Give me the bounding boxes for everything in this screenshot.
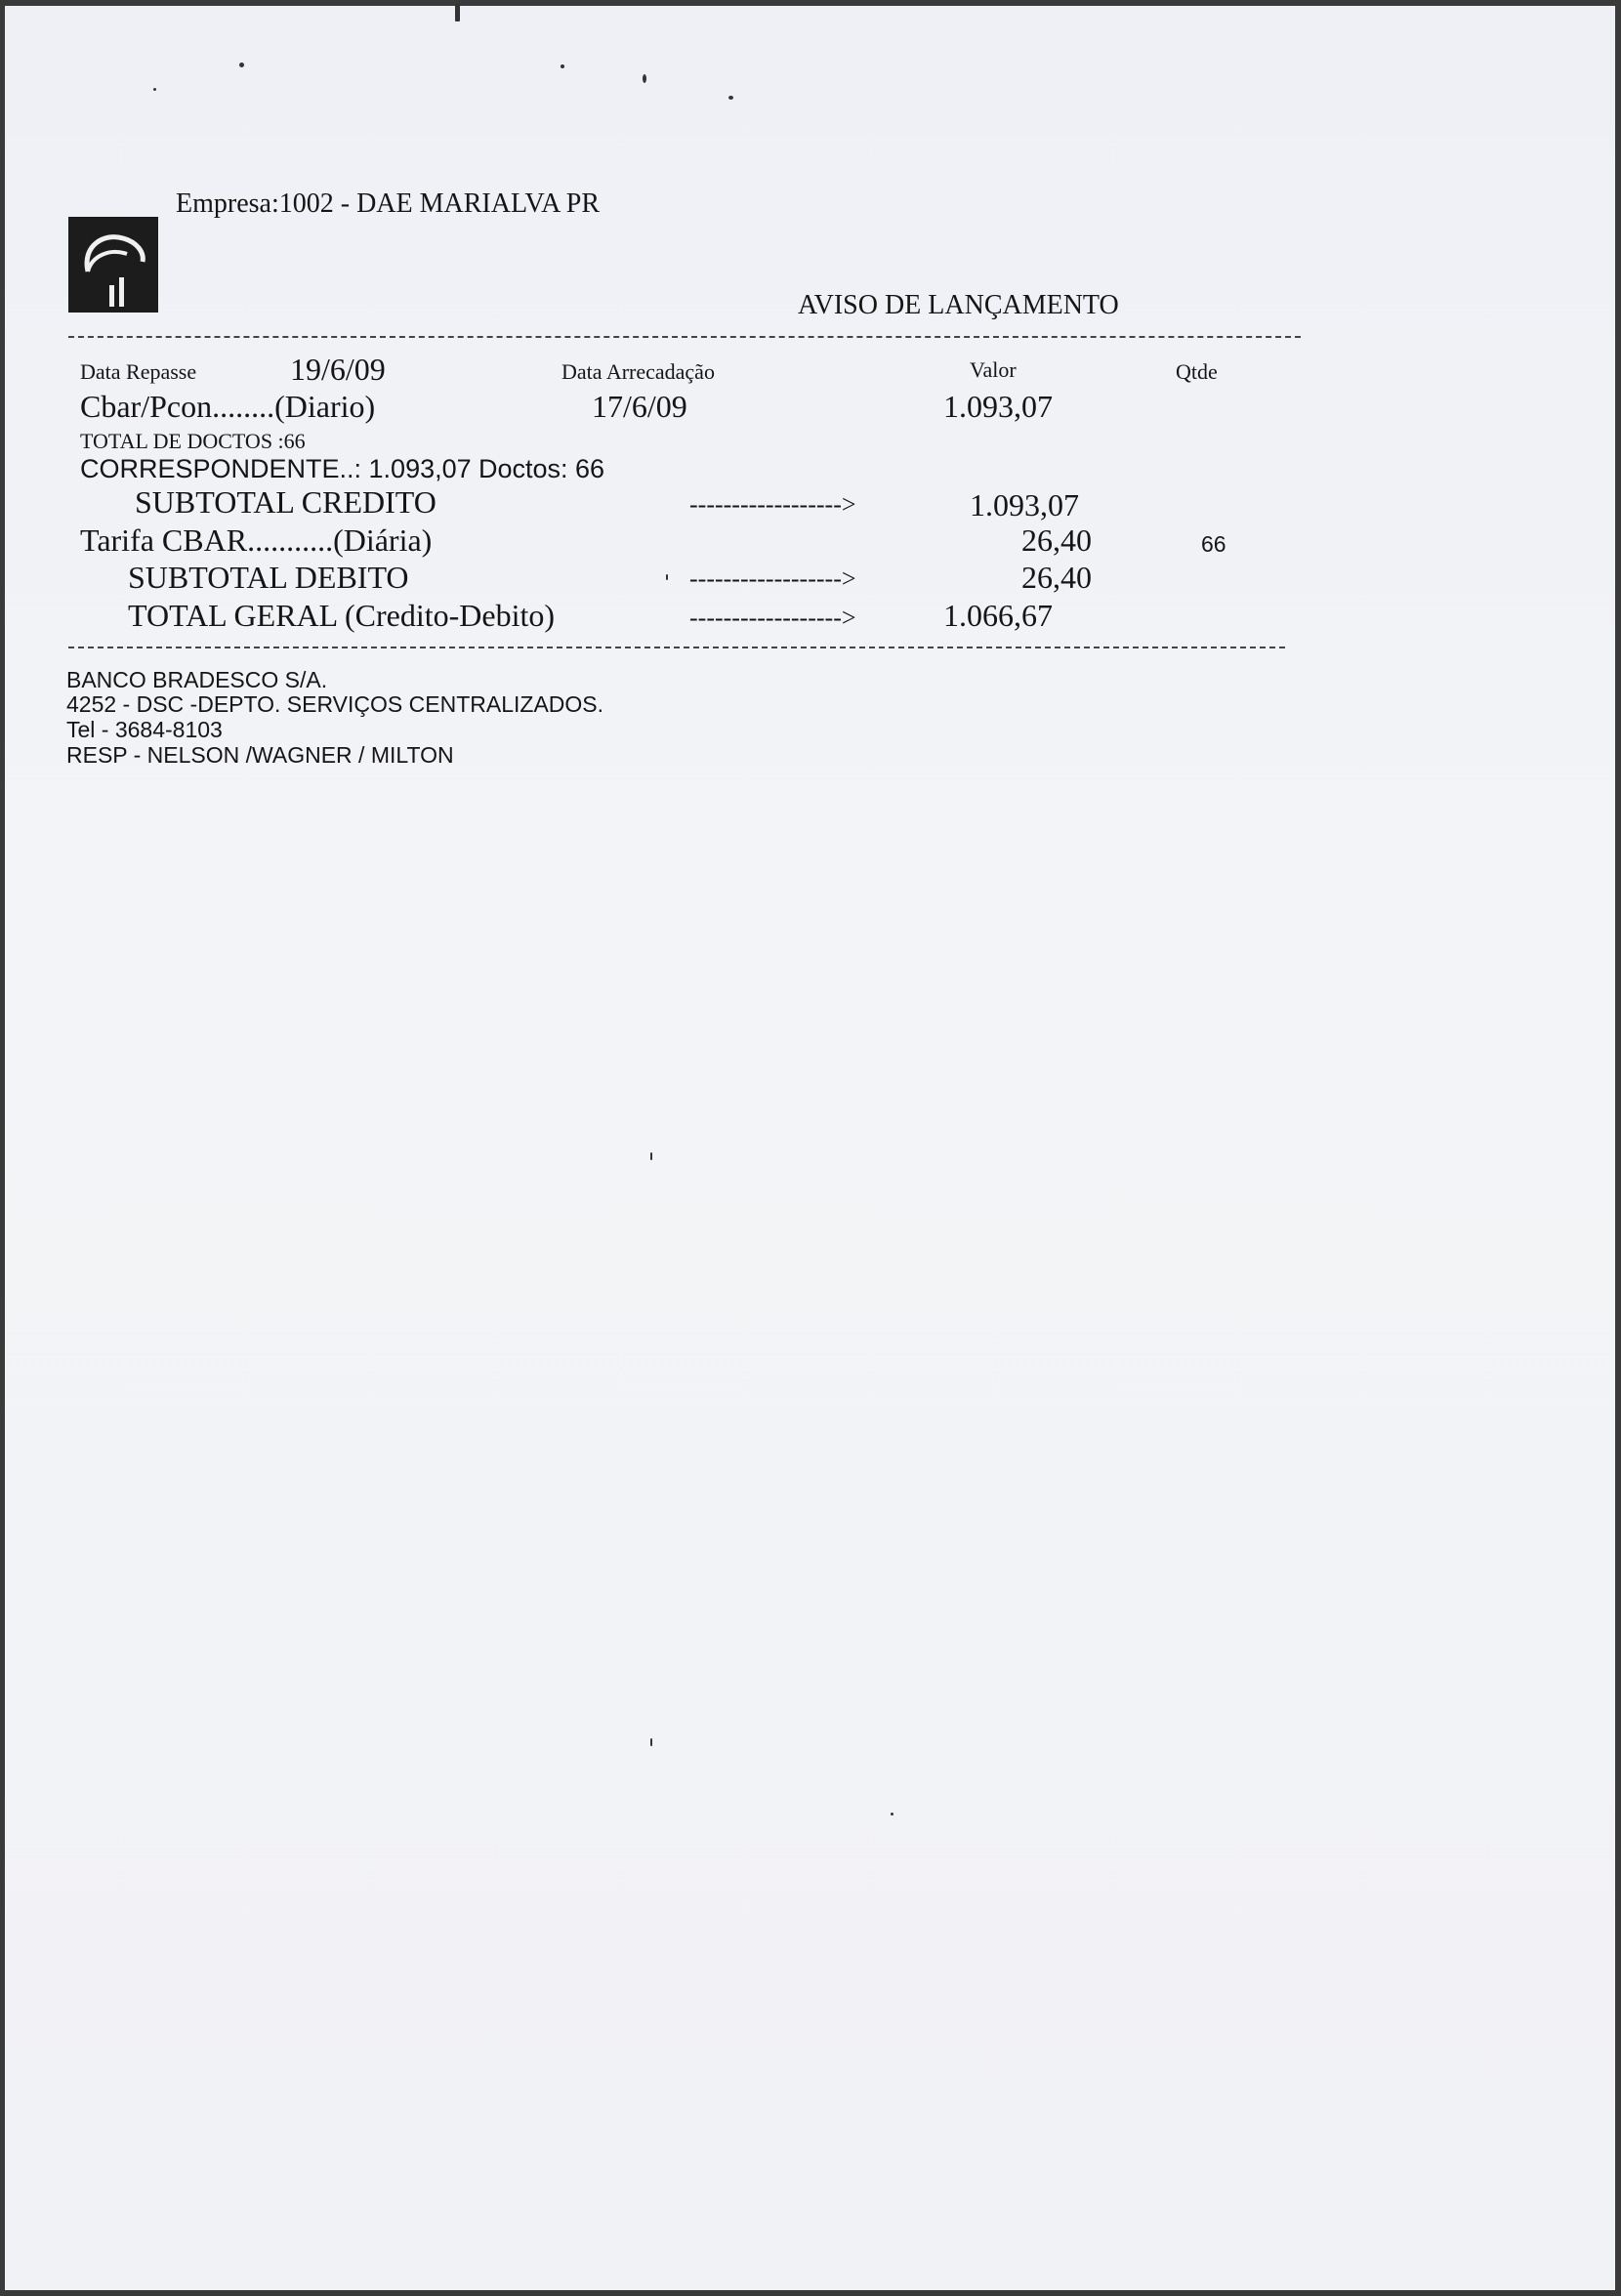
qtde-label: Qtde	[1176, 359, 1218, 384]
subtotal-debito-label: SUBTOTAL DEBITO	[128, 560, 409, 595]
scan-edge-bottom	[0, 2290, 1621, 2296]
total-geral-arrow: ------------------>	[689, 604, 856, 632]
subtotal-debito-arrow: ------------------>	[689, 564, 856, 593]
cbar-date: 17/6/09	[592, 389, 687, 424]
valor-label: Valor	[970, 357, 1017, 382]
scan-speck	[650, 1738, 652, 1746]
scan-speck	[891, 1813, 894, 1816]
footer-phone: Tel - 3684-8103	[66, 717, 223, 742]
scan-edge-right	[1615, 0, 1621, 2296]
subtotal-debito-value: 26,40	[1021, 560, 1092, 595]
data-arrecadacao-label: Data Arrecadação	[561, 359, 715, 384]
subtotal-credito-value: 1.093,07	[970, 487, 1079, 522]
scan-speck	[561, 64, 564, 68]
bradesco-logo-icon	[68, 217, 158, 313]
correspondente-line: CORRESPONDENTE..: 1.093,07	[80, 454, 472, 483]
scan-speck	[643, 74, 646, 83]
document-title: AVISO DE LANÇAMENTO	[798, 290, 1119, 320]
doctos-count: Doctos: 66	[478, 454, 605, 483]
scan-speck	[239, 63, 244, 67]
data-repasse-value: 19/6/09	[290, 352, 386, 387]
total-doctos: TOTAL DE DOCTOS :66	[80, 429, 306, 453]
scan-edge-top	[0, 0, 1621, 6]
scan-speck	[650, 1152, 652, 1160]
footer-bank-name: BANCO BRADESCO S/A.	[66, 667, 328, 692]
divider-top	[68, 336, 1301, 338]
subtotal-credito-arrow: ------------------>	[689, 490, 856, 519]
divider-bottom	[68, 647, 1285, 648]
footer-responsible: RESP - NELSON /WAGNER / MILTON	[66, 742, 454, 768]
scan-speck	[666, 574, 668, 580]
footer-department: 4252 - DSC -DEPTO. SERVIÇOS CENTRALIZADOS.	[66, 691, 604, 717]
tarifa-qtde: 66	[1201, 531, 1226, 557]
total-geral-label: TOTAL GERAL (Credito-Debito)	[128, 598, 556, 633]
subtotal-credito-label: SUBTOTAL CREDITO	[135, 484, 436, 520]
scan-speck	[455, 4, 460, 21]
total-geral-value: 1.066,67	[943, 598, 1053, 633]
cbar-pcon-label: Cbar/Pcon........(Diario)	[80, 389, 376, 424]
tarifa-value: 26,40	[1021, 522, 1092, 558]
data-repasse-label: Data Repasse	[80, 359, 197, 384]
empresa-label: Empresa:1002 - DAE MARIALVA PR	[176, 188, 601, 219]
cbar-value: 1.093,07	[943, 389, 1053, 424]
tarifa-cbar-label: Tarifa CBAR...........(Diária)	[80, 522, 433, 558]
scan-speck	[153, 88, 156, 91]
scan-edge-left	[0, 0, 5, 2296]
scan-speck	[728, 96, 733, 100]
